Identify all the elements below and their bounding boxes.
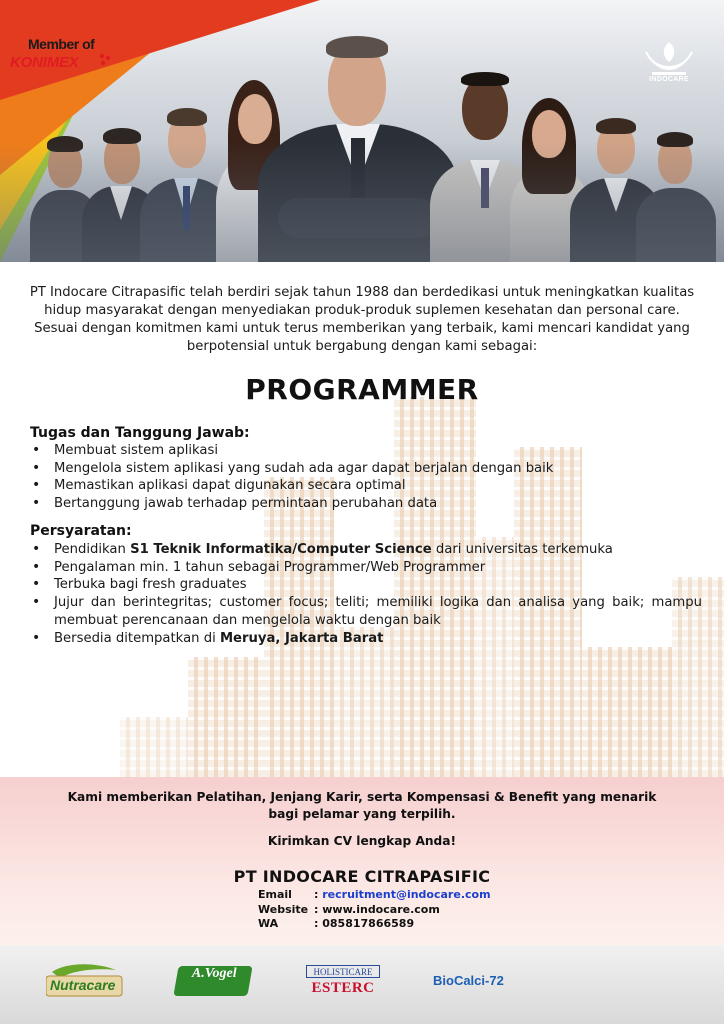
- list-item: • Membuat sistem aplikasi: [30, 442, 702, 460]
- contact-row-website: [258, 903, 491, 918]
- banner-shade: [0, 142, 724, 262]
- contact-details: [258, 888, 491, 932]
- company-intro: [24, 284, 700, 356]
- edu-degree: S1 Teknik Informatika/Computer Science: [130, 542, 432, 557]
- member-of-label: Member of: [28, 36, 95, 52]
- list-item: • Terbuka bagi fresh graduates: [30, 576, 702, 594]
- indocare-logo: [640, 38, 698, 90]
- website-link[interactable]: www.indocare.com: [322, 902, 440, 916]
- offer-line-1: Kami memberikan Pelatihan, Jenjang Karir, serta Kompensasi & Benefit yang menarik: [67, 790, 657, 804]
- intro-line-2: hidup masyarakat dengan menyediakan produk-produk suplemen kesehatan dan personal care.: [44, 303, 680, 318]
- list-item: • Bertanggung jawab terhadap permintaan perubahan data: [30, 495, 702, 513]
- contact-label: Email: [258, 888, 292, 901]
- holisticare-esterc-logo: [306, 965, 380, 1001]
- indocare-emblem-icon: [640, 38, 698, 78]
- location-value: Meruya, Jakarta Barat: [219, 630, 384, 646]
- list-item: • Memastikan aplikasi dapat digunakan secara optimal: [30, 477, 702, 495]
- avogel-logo: [173, 966, 252, 996]
- company-name: PT INDOCARE CITRAPASIFIC: [233, 867, 491, 886]
- contact-row-email: [258, 888, 491, 903]
- list-item: • Mengelola sistem aplikasi yang sudah ada agar dapat berjalan dengan baik: [30, 460, 702, 478]
- contact-label: WA: [258, 917, 279, 930]
- duties-list: [30, 442, 702, 513]
- requirements-list: [30, 541, 702, 647]
- intro-line-4: berpotensial untuk bergabung dengan kami sebagai:: [186, 339, 538, 354]
- nutracare-logo: [46, 962, 124, 998]
- holisticare-wordmark: HOLISTICARE: [306, 965, 380, 978]
- offer-line-2: bagi pelamar yang terpilih.: [268, 807, 456, 821]
- job-title: PROGRAMMER: [245, 373, 479, 406]
- contact-separator: :: [314, 917, 319, 930]
- konimex-wordmark: KONIMEX: [10, 54, 79, 71]
- send-cv-cta: Kirimkan CV lengkap Anda!: [267, 834, 457, 848]
- location-prefix: Bersedia ditempatkan di: [54, 630, 216, 646]
- edu-suffix: dari universitas terkemuka: [435, 542, 613, 557]
- requirements-heading: Persyaratan:: [30, 523, 132, 539]
- contact-separator: :: [314, 888, 319, 901]
- contact-label: Website: [258, 902, 309, 916]
- list-item: • Pengalaman min. 1 tahun sebagai Programmer/Web Programmer: [30, 559, 702, 577]
- edu-prefix: Pendidikan: [54, 542, 126, 557]
- avogel-wordmark: A.Vogel: [191, 966, 237, 981]
- esterc-wordmark: ESTERC: [311, 980, 375, 996]
- header-banner: [0, 0, 724, 262]
- email-link[interactable]: recruitment@indocare.com: [322, 888, 491, 901]
- benefit-offer: [40, 789, 684, 823]
- contact-row-wa: [258, 917, 491, 932]
- list-item: [30, 630, 702, 648]
- duties-heading: Tugas dan Tanggung Jawab:: [30, 425, 250, 441]
- list-item: [30, 541, 702, 559]
- whatsapp-number[interactable]: 085817866589: [322, 917, 415, 930]
- nutracare-wordmark: Nutracare: [50, 977, 116, 993]
- indocare-logo-label: INDOCARE: [649, 76, 689, 83]
- konimex-dots-icon: [98, 52, 112, 66]
- contact-separator: :: [314, 902, 319, 916]
- konimex-logo: [6, 36, 118, 82]
- intro-line-1: PT Indocare Citrapasific telah berdiri sejak tahun 1988 dan berdedikasi untuk meningkatkan kualitas: [29, 285, 695, 300]
- list-item: • Jujur dan berintegritas; customer focus; teliti; memiliki logika dan analisa yang baik; mampu membuat perencanaan dan mengelola waktu dengan baik: [30, 594, 702, 629]
- biocalci-logo: BioCalci-72: [433, 973, 504, 988]
- intro-line-3: Sesuai dengan komitmen kami untuk terus memberikan yang terbaik, kami mencari kandidat yang: [34, 321, 690, 336]
